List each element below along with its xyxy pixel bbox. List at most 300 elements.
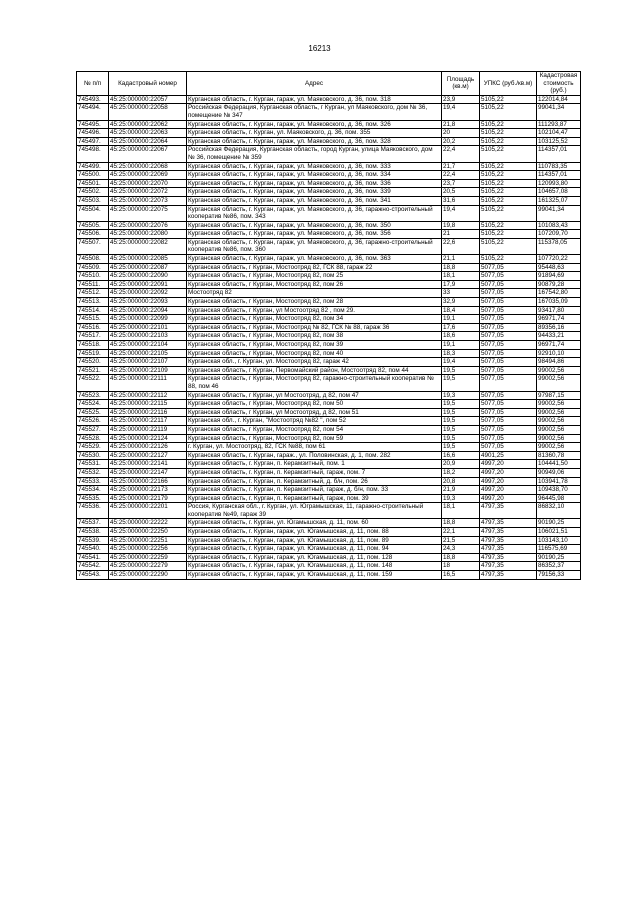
upks-cell: 5077,05	[480, 391, 537, 400]
cadastral-number-cell: 45:25:000000:22166	[109, 477, 187, 486]
header-cadastral-value: Кадастровая стоимость (руб.)	[537, 72, 581, 96]
cadastral-number-cell: 45:25:000000:22073	[109, 196, 187, 205]
area-cell: 19,3	[442, 494, 480, 503]
area-cell: 19,5	[442, 366, 480, 375]
cadastral-value-cell: 96445,98	[537, 494, 581, 503]
cadastral-number-cell: 45:25:000000:22222	[109, 519, 187, 528]
cadastral-value-cell: 111293,87	[537, 120, 581, 129]
area-cell: 32,9	[442, 298, 480, 307]
upks-cell: 5077,05	[480, 375, 537, 391]
row-number-cell: 745506.	[77, 230, 109, 239]
cadastral-number-cell: 45:25:000000:22067	[109, 146, 187, 162]
cadastral-value-cell: 90879,28	[537, 280, 581, 289]
upks-cell: 4797,35	[480, 536, 537, 545]
cadastral-number-cell: 45:25:000000:22116	[109, 408, 187, 417]
row-number-cell: 745518.	[77, 341, 109, 350]
cadastral-value-cell: 102104,47	[537, 129, 581, 138]
upks-cell: 5105,22	[480, 137, 537, 146]
address-cell: г. Курган, ул. Мостоотряд, 82, ГСК №88, пом 61	[187, 443, 442, 452]
area-cell: 22,4	[442, 171, 480, 180]
row-number-cell: 745536.	[77, 503, 109, 519]
table-row	[77, 129, 581, 138]
upks-cell: 5105,22	[480, 171, 537, 180]
cadastral-value-cell: 107209,70	[537, 230, 581, 239]
cadastral-number-cell: 45:25:000000:22092	[109, 289, 187, 298]
table-row	[77, 104, 581, 120]
address-cell: Курганская область, г Курган, Мостоотряд 82, гаражно-строительный кооператив № 88, пом 46	[187, 375, 442, 391]
address-cell: Россия, Курганская обл., г. Курган, ул. Юграмышская, 11, гаражно-строительный кооператив №49, гараж 39	[187, 503, 442, 519]
address-cell: Курганская область, г. Курган, п. Керамзитный, гараж, пом. 7	[187, 468, 442, 477]
cadastral-value-cell: 99002,56	[537, 434, 581, 443]
cadastral-value-cell: 94433,21	[537, 332, 581, 341]
row-number-cell: 745543.	[77, 571, 109, 580]
upks-cell: 4997,20	[480, 460, 537, 469]
address-cell: Курганская область, г Курган, Мостоотряд 82, пом 26	[187, 280, 442, 289]
area-cell: 18,4	[442, 306, 480, 315]
cadastral-table	[76, 71, 581, 580]
table-header-row	[77, 72, 581, 96]
table-row	[77, 408, 581, 417]
area-cell: 19,1	[442, 341, 480, 350]
area-cell: 19,1	[442, 315, 480, 324]
row-number-cell: 745500.	[77, 171, 109, 180]
address-cell: Курганская область, г Курган, Мостоотряд 82, ГСК 88, гараж 22	[187, 263, 442, 272]
upks-cell: 5077,05	[480, 425, 537, 434]
cadastral-number-cell: 45:25:000000:22094	[109, 306, 187, 315]
table-row	[77, 460, 581, 469]
cadastral-value-cell: 89356,16	[537, 323, 581, 332]
area-cell: 33	[442, 289, 480, 298]
row-number-cell: 745510.	[77, 272, 109, 281]
address-cell: Курганская область, г. Курган, п. Керамзитный, д. б/н, пом. 26	[187, 477, 442, 486]
cadastral-number-cell: 45:25:000000:22070	[109, 179, 187, 188]
address-cell: Российская Федерация, Курганская область, г Курган, ул Маяковского, дом № 36, помещение № 347	[187, 104, 442, 120]
table-row	[77, 255, 581, 264]
area-cell: 18,1	[442, 272, 480, 281]
table-row	[77, 451, 581, 460]
row-number-cell: 745513.	[77, 298, 109, 307]
cadastral-value-cell: 103125,52	[537, 137, 581, 146]
upks-cell: 5077,05	[480, 408, 537, 417]
cadastral-number-cell: 45:25:000000:22109	[109, 366, 187, 375]
row-number-cell: 745529.	[77, 443, 109, 452]
cadastral-number-cell: 45:25:000000:22093	[109, 298, 187, 307]
table-row	[77, 205, 581, 221]
cadastral-value-cell: 93417,80	[537, 306, 581, 315]
address-cell: Курганская область, г. Курган, гараж, ул. Маяковского, д. 36, пом. 326	[187, 120, 442, 129]
cadastral-number-cell: 45:25:000000:22119	[109, 425, 187, 434]
cadastral-number-cell: 45:25:000000:22250	[109, 528, 187, 537]
address-cell: Курганская область, г Курган, Мостоотряд 82, пом 25	[187, 272, 442, 281]
table-row	[77, 486, 581, 495]
row-number-cell: 745542.	[77, 562, 109, 571]
cadastral-value-cell: 116575,69	[537, 545, 581, 554]
area-cell: 19,8	[442, 221, 480, 230]
upks-cell: 5105,22	[480, 120, 537, 129]
address-cell: Курганская область, г Курган, Мостоотряд 82, пом 38	[187, 332, 442, 341]
upks-cell: 5105,22	[480, 238, 537, 254]
address-cell: Курганская область, г Курган, Мостоотряд 82, пом 39	[187, 341, 442, 350]
cadastral-number-cell: 45:25:000000:22147	[109, 468, 187, 477]
upks-cell: 5077,05	[480, 417, 537, 426]
cadastral-number-cell: 45:25:000000:22087	[109, 263, 187, 272]
address-cell: Курганская область, г. Курган, п. Керамзитный, гараж, пом. 39	[187, 494, 442, 503]
row-number-cell: 745511.	[77, 280, 109, 289]
area-cell: 18,1	[442, 503, 480, 519]
cadastral-value-cell: 92910,10	[537, 349, 581, 358]
area-cell: 21	[442, 230, 480, 239]
cadastral-number-cell: 45:25:000000:22115	[109, 400, 187, 409]
table-row	[77, 417, 581, 426]
table-row	[77, 272, 581, 281]
address-cell: Курганская область, г. Курган, гараж., ул. Половинская, д. 1, пом. 282	[187, 451, 442, 460]
table-row	[77, 289, 581, 298]
cadastral-value-cell: 99041,34	[537, 205, 581, 221]
upks-cell: 5105,22	[480, 104, 537, 120]
address-cell: Курганская область, г. Курган, ул. Маяковского, д. 36, пом. 355	[187, 129, 442, 138]
upks-cell: 4901,25	[480, 451, 537, 460]
row-number-cell: 745501.	[77, 179, 109, 188]
cadastral-value-cell: 91894,69	[537, 272, 581, 281]
upks-cell: 5105,22	[480, 196, 537, 205]
row-number-cell: 745527.	[77, 425, 109, 434]
cadastral-number-cell: 45:25:000000:22068	[109, 162, 187, 171]
cadastral-value-cell: 99002,56	[537, 417, 581, 426]
address-cell: Курганская область, г. Курган, гараж, ул. Маяковского, д. 36, пом. 318	[187, 95, 442, 104]
cadastral-value-cell: 90190,25	[537, 553, 581, 562]
area-cell: 17,6	[442, 323, 480, 332]
cadastral-number-cell: 45:25:000000:22104	[109, 341, 187, 350]
cadastral-number-cell: 45:25:000000:22090	[109, 272, 187, 281]
area-cell: 19,5	[442, 434, 480, 443]
cadastral-value-cell: 96971,74	[537, 315, 581, 324]
address-cell: Курганская область, г Курган, ул Мостоотряд, д 82, пом 47	[187, 391, 442, 400]
upks-cell: 4797,35	[480, 503, 537, 519]
cadastral-value-cell: 99002,56	[537, 443, 581, 452]
cadastral-value-cell: 104441,50	[537, 460, 581, 469]
cadastral-number-cell: 45:25:000000:22173	[109, 486, 187, 495]
table-row	[77, 477, 581, 486]
table-row	[77, 230, 581, 239]
row-number-cell: 745493.	[77, 95, 109, 104]
address-cell: Курганская область, г. Курган, гараж, ул. Маяковского, д. 36, пом. 363	[187, 255, 442, 264]
address-cell: Курганская область, г. Курган, ул. Югамышская, д. 11, пом. 60	[187, 519, 442, 528]
upks-cell: 5105,22	[480, 255, 537, 264]
address-cell: Курганская область, г Курган, ул Мостоотряд 82 , пом 29.	[187, 306, 442, 315]
cadastral-value-cell: 86832,10	[537, 503, 581, 519]
row-number-cell: 745538.	[77, 528, 109, 537]
row-number-cell: 745496.	[77, 129, 109, 138]
table-row	[77, 503, 581, 519]
row-number-cell: 745507.	[77, 238, 109, 254]
cadastral-value-cell: 99002,56	[537, 375, 581, 391]
cadastral-value-cell: 96971,74	[537, 341, 581, 350]
cadastral-value-cell: 99002,56	[537, 400, 581, 409]
area-cell: 20,9	[442, 460, 480, 469]
area-cell: 19,5	[442, 417, 480, 426]
row-number-cell: 745515.	[77, 315, 109, 324]
address-cell: Курганская область, г. Курган, гараж, ул. Маяковского, д. 36, пом. 328	[187, 137, 442, 146]
address-cell: Курганская область, г Курган, Мостоотряд № 82, ГСК № 88, гараж 36	[187, 323, 442, 332]
cadastral-number-cell: 45:25:000000:22111	[109, 375, 187, 391]
area-cell: 18,8	[442, 553, 480, 562]
cadastral-value-cell: 98494,86	[537, 358, 581, 367]
upks-cell: 5105,22	[480, 188, 537, 197]
upks-cell: 5105,22	[480, 205, 537, 221]
address-cell: Курганская область, г. Курган, гараж, ул. Маяковского, д. 36, гаражно-строительный кооператив №86, пом. 343	[187, 205, 442, 221]
table-row	[77, 553, 581, 562]
address-cell: Курганская область, г Курган, Мостоотряд 82, пом 50	[187, 400, 442, 409]
cadastral-value-cell: 86352,37	[537, 562, 581, 571]
area-cell: 18,6	[442, 332, 480, 341]
area-cell: 20,2	[442, 137, 480, 146]
table-row	[77, 171, 581, 180]
upks-cell: 5077,05	[480, 341, 537, 350]
table-row	[77, 196, 581, 205]
cadastral-value-cell: 99002,56	[537, 408, 581, 417]
area-cell: 18,8	[442, 519, 480, 528]
cadastral-value-cell: 90949,06	[537, 468, 581, 477]
area-cell: 18,8	[442, 263, 480, 272]
upks-cell: 5105,22	[480, 129, 537, 138]
address-cell: Курганская обл., г. Курган, "Мостоотряд №82 ", пом 52	[187, 417, 442, 426]
row-number-cell: 745503.	[77, 196, 109, 205]
area-cell: 21,1	[442, 255, 480, 264]
cadastral-value-cell: 114357,01	[537, 171, 581, 180]
cadastral-number-cell: 45:25:000000:22259	[109, 553, 187, 562]
row-number-cell: 745539.	[77, 536, 109, 545]
table-row	[77, 315, 581, 324]
address-cell: Мостоотряд 82	[187, 289, 442, 298]
row-number-cell: 745531.	[77, 460, 109, 469]
area-cell: 18,2	[442, 468, 480, 477]
address-cell: Курганская область, г. Курган, гараж, ул. Маяковского, д. 36, пом. 336	[187, 179, 442, 188]
address-cell: Курганская область, г. Курган, гараж, ул. Маяковского, д. 36, пом. 334	[187, 171, 442, 180]
cadastral-value-cell: 90190,25	[537, 519, 581, 528]
row-number-cell: 745521.	[77, 366, 109, 375]
address-cell: Курганская область, г. Курган, гараж, ул. Югамышская, д. 11, пом. 128	[187, 553, 442, 562]
header-area: Площадь (кв.м)	[442, 72, 480, 96]
row-number-cell: 745505.	[77, 221, 109, 230]
cadastral-value-cell: 81360,78	[537, 451, 581, 460]
cadastral-value-cell: 115378,05	[537, 238, 581, 254]
cadastral-number-cell: 45:25:000000:22072	[109, 188, 187, 197]
address-cell: Курганская область, г Курган, ул Мостоотряд, д 82, пом 51	[187, 408, 442, 417]
area-cell: 19,5	[442, 400, 480, 409]
cadastral-number-cell: 45:25:000000:22179	[109, 494, 187, 503]
upks-cell: 4797,35	[480, 528, 537, 537]
cadastral-number-cell: 45:25:000000:22101	[109, 323, 187, 332]
area-cell: 31,6	[442, 196, 480, 205]
cadastral-number-cell: 45:25:000000:22075	[109, 205, 187, 221]
cadastral-value-cell: 161325,07	[537, 196, 581, 205]
upks-cell: 5077,05	[480, 263, 537, 272]
table-row	[77, 528, 581, 537]
area-cell: 19,4	[442, 358, 480, 367]
cadastral-number-cell: 45:25:000000:22062	[109, 120, 187, 129]
cadastral-number-cell: 45:25:000000:22256	[109, 545, 187, 554]
cadastral-number-cell: 45:25:000000:22058	[109, 104, 187, 120]
row-number-cell: 745514.	[77, 306, 109, 315]
header-cadastral-number: Кадастровый номер	[109, 72, 187, 96]
cadastral-value-cell: 99041,34	[537, 104, 581, 120]
table-row	[77, 179, 581, 188]
address-cell: Курганская область, г Курган, Мостоотряд 82, пом 28	[187, 298, 442, 307]
row-number-cell: 745523.	[77, 391, 109, 400]
cadastral-number-cell: 45:25:000000:22124	[109, 434, 187, 443]
cadastral-value-cell: 103143,10	[537, 536, 581, 545]
page-number: 16213	[308, 44, 331, 53]
area-cell: 21,5	[442, 536, 480, 545]
cadastral-number-cell: 45:25:000000:22085	[109, 255, 187, 264]
table-row	[77, 400, 581, 409]
upks-cell: 4797,35	[480, 571, 537, 580]
table-row	[77, 536, 581, 545]
table-row	[77, 468, 581, 477]
table-row	[77, 323, 581, 332]
cadastral-number-cell: 45:25:000000:22076	[109, 221, 187, 230]
area-cell: 21,9	[442, 486, 480, 495]
header-number: № п/п	[77, 72, 109, 96]
table-row	[77, 263, 581, 272]
address-cell: Курганская область, г. Курган, гараж, ул. Югамышская, д. 11, пом. 159	[187, 571, 442, 580]
upks-cell: 5077,05	[480, 332, 537, 341]
cadastral-value-cell: 103941,78	[537, 477, 581, 486]
upks-cell: 5105,22	[480, 179, 537, 188]
table-row	[77, 162, 581, 171]
cadastral-number-cell: 45:25:000000:22112	[109, 391, 187, 400]
table-row	[77, 358, 581, 367]
upks-cell: 5077,05	[480, 349, 537, 358]
cadastral-number-cell: 45:25:000000:22126	[109, 443, 187, 452]
address-cell: Курганская область, г Курган, Первомайский район, Мостоотряд 82, пом 44	[187, 366, 442, 375]
row-number-cell: 745534.	[77, 486, 109, 495]
cadastral-number-cell: 45:25:000000:22080	[109, 230, 187, 239]
upks-cell: 5077,05	[480, 272, 537, 281]
row-number-cell: 745498.	[77, 146, 109, 162]
table-row	[77, 375, 581, 391]
table-row	[77, 146, 581, 162]
row-number-cell: 745517.	[77, 332, 109, 341]
table-row	[77, 494, 581, 503]
row-number-cell: 745508.	[77, 255, 109, 264]
table-row	[77, 434, 581, 443]
area-cell: 19,5	[442, 408, 480, 417]
address-cell: Курганская область, г. Курган, гараж, ул. Маяковского, д. 36, пом. 350	[187, 221, 442, 230]
cadastral-number-cell: 45:25:000000:22091	[109, 280, 187, 289]
table-row	[77, 571, 581, 580]
upks-cell: 4797,35	[480, 519, 537, 528]
upks-cell: 4797,35	[480, 545, 537, 554]
row-number-cell: 745495.	[77, 120, 109, 129]
cadastral-value-cell: 167035,09	[537, 298, 581, 307]
address-cell: Курганская область, г Курган, Мостоотряд 82, пом 54	[187, 425, 442, 434]
upks-cell: 5105,22	[480, 146, 537, 162]
table-row	[77, 391, 581, 400]
table-row	[77, 443, 581, 452]
row-number-cell: 745497.	[77, 137, 109, 146]
cadastral-value-cell: 110783,35	[537, 162, 581, 171]
upks-cell: 5077,05	[480, 306, 537, 315]
table-row	[77, 366, 581, 375]
area-cell: 20	[442, 129, 480, 138]
row-number-cell: 745533.	[77, 477, 109, 486]
area-cell: 17,9	[442, 280, 480, 289]
address-cell: Курганская область, г Курган, Мостоотряд 82, пом 40	[187, 349, 442, 358]
area-cell: 19,4	[442, 104, 480, 120]
area-cell: 19,5	[442, 425, 480, 434]
upks-cell: 4997,20	[480, 477, 537, 486]
cadastral-value-cell: 101083,43	[537, 221, 581, 230]
cadastral-value-cell: 95448,63	[537, 263, 581, 272]
row-number-cell: 745540.	[77, 545, 109, 554]
upks-cell: 5077,05	[480, 400, 537, 409]
upks-cell: 5077,05	[480, 366, 537, 375]
cadastral-value-cell: 99002,56	[537, 366, 581, 375]
area-cell: 23,7	[442, 179, 480, 188]
header-address: Адрес	[187, 72, 442, 96]
table-row	[77, 341, 581, 350]
cadastral-value-cell: 107720,22	[537, 255, 581, 264]
row-number-cell: 745502.	[77, 188, 109, 197]
cadastral-value-cell: 104657,08	[537, 188, 581, 197]
cadastral-number-cell: 45:25:000000:22279	[109, 562, 187, 571]
upks-cell: 4997,20	[480, 468, 537, 477]
upks-cell: 5077,05	[480, 434, 537, 443]
upks-cell: 5077,05	[480, 443, 537, 452]
table-row	[77, 280, 581, 289]
address-cell: Российская Федерация, Курганская область, город Курган, улица Маяковского, дом № 36, помещение № 359	[187, 146, 442, 162]
address-cell: Курганская область, г. Курган, гараж, ул. Маяковского, д. 36, пом. 339	[187, 188, 442, 197]
upks-cell: 5077,05	[480, 280, 537, 289]
upks-cell: 5105,22	[480, 162, 537, 171]
address-cell: Курганская область, г Курган, Мостоотряд 82, пом 59	[187, 434, 442, 443]
table-row	[77, 349, 581, 358]
row-number-cell: 745524.	[77, 400, 109, 409]
row-number-cell: 745516.	[77, 323, 109, 332]
table-row	[77, 545, 581, 554]
upks-cell: 4997,20	[480, 486, 537, 495]
address-cell: Курганская обл., г. Курган, ул. Мостоотряд 82, гараж 42	[187, 358, 442, 367]
row-number-cell: 745541.	[77, 553, 109, 562]
cadastral-number-cell: 45:25:000000:22105	[109, 349, 187, 358]
table-row	[77, 298, 581, 307]
cadastral-number-cell: 45:25:000000:22251	[109, 536, 187, 545]
upks-cell: 5105,22	[480, 221, 537, 230]
area-cell: 16,5	[442, 571, 480, 580]
area-cell: 19,4	[442, 205, 480, 221]
cadastral-value-cell: 122014,84	[537, 95, 581, 104]
table-row	[77, 425, 581, 434]
table-row	[77, 95, 581, 104]
area-cell: 20,5	[442, 188, 480, 197]
header-upks: УПКС (руб./кв.м)	[480, 72, 537, 96]
cadastral-value-cell: 120993,80	[537, 179, 581, 188]
area-cell: 20,8	[442, 477, 480, 486]
row-number-cell: 745526.	[77, 417, 109, 426]
row-number-cell: 745520.	[77, 358, 109, 367]
cadastral-number-cell: 45:25:000000:22127	[109, 451, 187, 460]
cadastral-value-cell: 97987,15	[537, 391, 581, 400]
address-cell: Курганская область, г. Курган, п. Керамзитный, гараж, д. б/н, пом. 33	[187, 486, 442, 495]
cadastral-value-cell: 99002,56	[537, 425, 581, 434]
row-number-cell: 745499.	[77, 162, 109, 171]
table-row	[77, 562, 581, 571]
table-row	[77, 188, 581, 197]
row-number-cell: 745530.	[77, 451, 109, 460]
upks-cell: 4797,35	[480, 553, 537, 562]
upks-cell: 4997,20	[480, 494, 537, 503]
